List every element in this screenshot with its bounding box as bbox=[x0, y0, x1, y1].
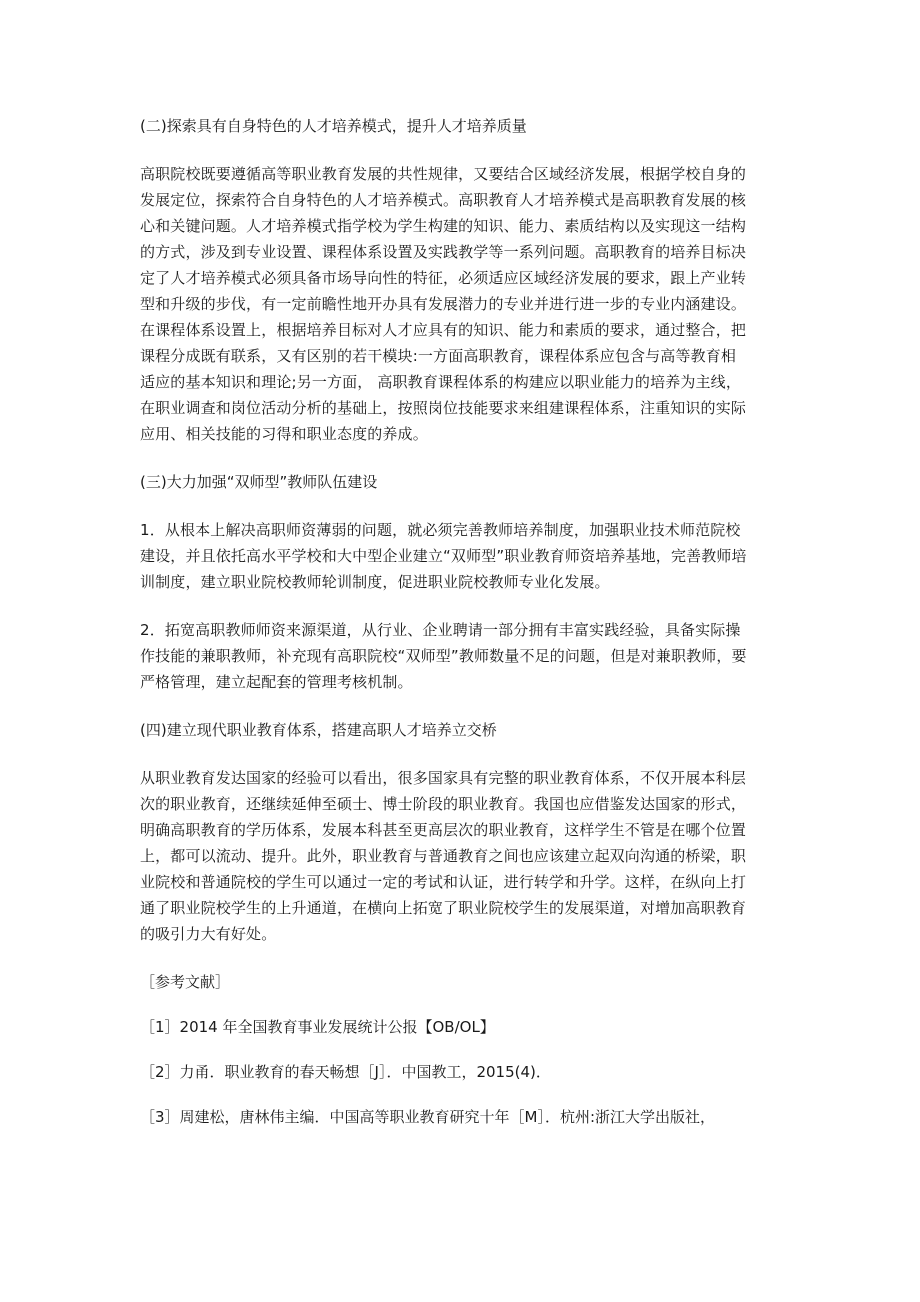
text-line: 从职业教育发达国家的经验可以看出，很多国家具有完整的职业教育体系，不仅开展本科层 bbox=[140, 769, 747, 787]
text-line: 应用、相关技能的习得和职业态度的养成。 bbox=[140, 425, 428, 443]
text-line: 上，都可以流动、提升。此外，职业教育与普通教育之间也应该建立起双向沟通的桥梁，职 bbox=[140, 847, 747, 865]
text-line: 高职院校既要遵循高等职业教育发展的共性规律，又要结合区域经济发展，根据学校自身的 bbox=[140, 165, 747, 183]
document-body bbox=[140, 113, 800, 1149]
paragraph-vocational-system bbox=[140, 765, 800, 947]
text-line: 1．从根本上解决高职师资薄弱的问题，就必须完善教师培养制度，加强职业技术师范院校 bbox=[140, 521, 741, 539]
paragraph-teacher-sources bbox=[140, 617, 800, 695]
section-heading-4: (四)建立现代职业教育体系，搭建高职人才培养立交桥 bbox=[140, 721, 497, 739]
paragraph-talent-training-model bbox=[140, 161, 800, 447]
text-line: 发展定位，探索符合自身特色的人才培养模式。高职教育人才培养模式是高职教育发展的核 bbox=[140, 191, 747, 209]
text-line: 作技能的兼职教师，补充现有高职院校“双师型”教师数量不足的问题，但是对兼职教师，要 bbox=[140, 647, 747, 665]
text-line: 在职业调查和岗位活动分析的基础上，按照岗位技能要求来组建课程体系，注重知识的实际 bbox=[140, 399, 747, 417]
text-line: 2．拓宽高职教师师资来源渠道，从行业、企业聘请一部分拥有丰富实践经验，具备实际操 bbox=[140, 621, 741, 639]
text-line: 适应的基本知识和理论;另一方面， 高职教育课程体系的构建应以职业能力的培养为主线， bbox=[140, 373, 741, 391]
section-heading-3: (三)大力加强“双师型”教师队伍建设 bbox=[140, 473, 378, 491]
text-line: 严格管理，建立起配套的管理考核机制。 bbox=[140, 673, 413, 691]
text-line: 课程分成既有联系，又有区别的若干模块:一方面高职教育，课程体系应包含与高等教育相 bbox=[140, 347, 737, 365]
reference-item: ［1］2014 年全国教育事业发展统计公报【OB/OL】 bbox=[140, 1018, 495, 1036]
text-line: 在课程体系设置上，根据培养目标对人才应具有的知识、能力和素质的要求，通过整合，把 bbox=[140, 321, 747, 339]
text-line: 明确高职教育的学历体系，发展本科甚至更高层次的职业教育，这样学生不管是在哪个位置 bbox=[140, 821, 747, 839]
paragraph-teacher-training bbox=[140, 517, 800, 595]
text-line: 通了职业院校学生的上升通道，在横向上拓宽了职业院校学生的发展渠道，对增加高职教育 bbox=[140, 899, 747, 917]
text-line: 的吸引力大有好处。 bbox=[140, 925, 277, 943]
text-line: 建设，并且依托高水平学校和大中型企业建立“双师型”职业教育师资培养基地，完善教师培 bbox=[140, 547, 747, 565]
text-line: 次的职业教育，还继续延伸至硕士、博士阶段的职业教育。我国也应借鉴发达国家的形式， bbox=[140, 795, 747, 813]
text-line: 的方式，涉及到专业设置、课程体系设置及实践教学等一系列问题。高职教育的培养目标决 bbox=[140, 243, 747, 261]
reference-item: ［3］周建松，唐林伟主编．中国高等职业教育研究十年［M］．杭州:浙江大学出版社， bbox=[140, 1108, 716, 1126]
text-line: 型和升级的步伐，有一定前瞻性地开办具有发展潜力的专业并进行进一步的专业内涵建设。 bbox=[140, 295, 747, 313]
reference-item: ［2］力甬．职业教育的春天畅想［J］．中国教工，2015(4)． bbox=[140, 1063, 551, 1081]
text-line: 定了人才培养模式必须具备市场导向性的特征，必须适应区域经济发展的要求，跟上产业转 bbox=[140, 269, 747, 287]
references-title: ［参考文献］ bbox=[140, 973, 231, 991]
text-line: 训制度，建立职业院校教师轮训制度，促进职业院校教师专业化发展。 bbox=[140, 573, 610, 591]
text-line: 心和关键问题。人才培养模式指学校为学生构建的知识、能力、素质结构以及实现这一结构 bbox=[140, 217, 747, 235]
section-heading-2: (二)探索具有自身特色的人才培养模式，提升人才培养质量 bbox=[140, 117, 527, 135]
text-line: 业院校和普通院校的学生可以通过一定的考试和认证，进行转学和升学。这样，在纵向上打 bbox=[140, 873, 747, 891]
